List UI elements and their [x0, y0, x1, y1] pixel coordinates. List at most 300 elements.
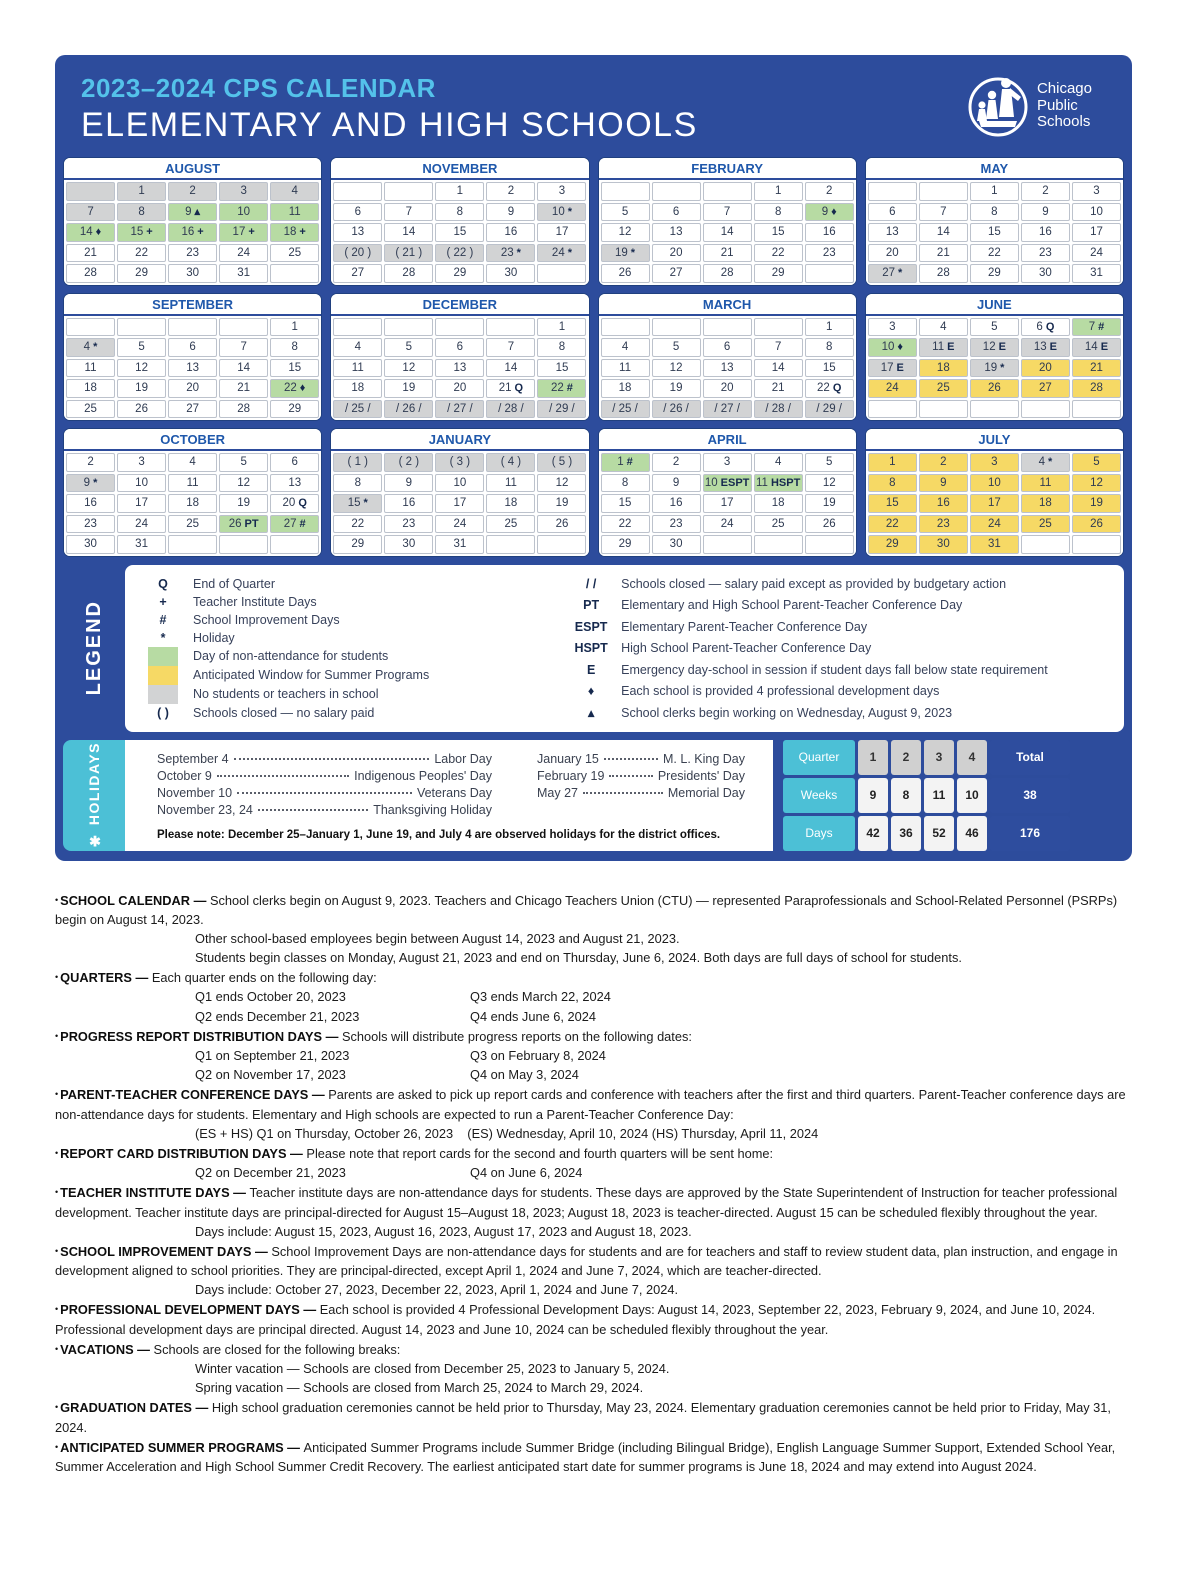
day-number: 26 [618, 267, 632, 280]
day-cell [652, 474, 701, 493]
day-cell [919, 453, 968, 472]
day-number: 19 [555, 497, 569, 510]
day-number: 1 [456, 185, 464, 198]
day-cell [1021, 379, 1070, 398]
day-cell [1021, 182, 1070, 201]
day-cell [537, 244, 586, 263]
day-number: 14 [936, 226, 950, 239]
bullet-icon: • [55, 1147, 59, 1158]
note-title: TEACHER INSTITUTE DAYS — [60, 1185, 250, 1201]
day-number: 9 [405, 476, 413, 489]
day-number: 25 [771, 517, 785, 530]
day-cell [219, 535, 268, 554]
day-cell [919, 359, 968, 378]
day-cell [384, 535, 433, 554]
day-cell [703, 359, 752, 378]
day-number: 10 [453, 476, 467, 489]
day-number: 8 [138, 205, 145, 218]
day-number: 4 [189, 456, 196, 469]
legend-strip [63, 565, 125, 732]
day-cell [805, 379, 854, 398]
legend-text: Elementary and High School Parent-Teacher Conference Day [621, 598, 963, 612]
day-cell [384, 203, 433, 222]
day-cell [919, 182, 968, 201]
day-cell [652, 515, 701, 534]
day-number: 5 [240, 456, 247, 469]
day-cell [1072, 318, 1121, 337]
stats-row-label: Days [783, 816, 855, 851]
day-number: 5 [621, 205, 629, 218]
month-day-grid [599, 316, 856, 421]
day-number: 28 [720, 267, 734, 280]
holiday-date: September 4 [157, 751, 229, 766]
day-number: 20 [669, 246, 683, 259]
day-cell [703, 453, 752, 472]
holiday-row [157, 786, 492, 800]
day-cell [333, 338, 382, 357]
day-cell [1072, 535, 1121, 554]
day-cell [537, 400, 586, 419]
legend-text: Elementary Parent-Teacher Conference Day [621, 619, 868, 634]
day-cell [970, 474, 1019, 493]
day-cell [537, 515, 586, 534]
day-cell [537, 359, 586, 378]
day-number: 5 [672, 341, 680, 354]
day-number: 13 [885, 226, 899, 239]
day-cell [754, 515, 803, 534]
day-number: 8 [889, 476, 896, 489]
note-pair-left: Q2 on December 21, 2023 [195, 1165, 346, 1181]
day-cell [435, 203, 484, 222]
day-cell [66, 338, 115, 357]
day-number: 4 [1038, 456, 1045, 469]
day-number: 16 [84, 497, 97, 510]
day-cell [919, 474, 968, 493]
logo-line: Public [1036, 96, 1078, 114]
day-number: 4 [940, 320, 947, 333]
legend-text: Day of non-attendance for students [193, 649, 389, 663]
day-cell [703, 182, 752, 201]
day-number: 10 [704, 476, 718, 489]
day-cell [1072, 264, 1121, 283]
day-cell [66, 535, 115, 554]
note-indented-line: Other school-based employees begin between August 14, 2023 and August 21, 2023. [195, 930, 680, 946]
day-number: 18 [504, 497, 518, 510]
day-number: 15 [771, 226, 785, 239]
day-cell [486, 379, 535, 398]
day-cell [919, 318, 968, 337]
day-number: 18 [186, 497, 200, 510]
day-cell [333, 223, 382, 242]
day-number: 1 [826, 320, 833, 333]
day-number: 16 [669, 497, 683, 510]
stats-table-wrap [783, 740, 1124, 851]
day-cell [754, 338, 803, 357]
day-number: 25 [288, 246, 302, 259]
legend-symbol: E [586, 662, 596, 677]
note-title: ANTICIPATED SUMMER PROGRAMS — [60, 1439, 304, 1455]
day-mark: ♦ [831, 205, 837, 218]
day-number: 18 [771, 497, 785, 510]
day-number: 13 [453, 361, 467, 374]
day-cell [754, 223, 803, 242]
day-number: 6 [672, 205, 680, 218]
day-cell [435, 264, 484, 283]
day-cell [486, 264, 535, 283]
month-day-grid [331, 316, 588, 421]
day-cell [486, 515, 535, 534]
holidays-column-2 [537, 752, 745, 821]
day-mark: E [896, 361, 904, 374]
day-number: 1 [774, 185, 782, 198]
day-number: 24 [987, 517, 1001, 530]
holiday-date: November 23, 24 [157, 802, 253, 817]
day-number: 30 [84, 538, 97, 551]
day-mark: * [516, 246, 521, 259]
month-title: JULY [866, 429, 1123, 451]
day-cell [703, 515, 752, 534]
day-cell [66, 264, 115, 283]
holidays-card [125, 740, 773, 851]
day-cell [270, 244, 319, 263]
day-cell [486, 244, 535, 263]
day-number: 29 [453, 267, 467, 280]
legend-item [133, 647, 561, 666]
day-cell [168, 515, 217, 534]
day-number: 22 [885, 517, 899, 530]
day-number: 15 [885, 497, 899, 510]
day-cell [601, 338, 650, 357]
day-cell [1021, 223, 1070, 242]
day-cell [868, 223, 917, 242]
day-mark: * [93, 341, 98, 354]
day-cell [219, 400, 268, 419]
day-cell [805, 223, 854, 242]
day-cell [168, 264, 217, 283]
day-number: 15 [822, 361, 836, 374]
day-cell [486, 535, 535, 554]
day-number: 15 [453, 226, 467, 239]
month-day-grid [599, 451, 856, 556]
day-cell [435, 359, 484, 378]
day-number: 8 [456, 205, 464, 218]
legend-symbol: # [159, 612, 167, 627]
day-cell [754, 453, 803, 472]
day-number: 15 [555, 361, 569, 374]
day-number: 31 [135, 538, 148, 551]
day-number: 19 [135, 382, 148, 395]
day-number: 17 [555, 226, 569, 239]
holiday-date: January 15 [537, 751, 599, 766]
stats-quarter-header: 1 [858, 740, 888, 775]
day-cell [754, 203, 803, 222]
day-cell [270, 223, 319, 242]
day-number: 12 [982, 341, 996, 354]
day-cell [868, 400, 917, 419]
day-number: 18 [618, 382, 632, 395]
day-cell [1021, 318, 1070, 337]
day-number: 23 [402, 517, 416, 530]
note-body: School Improvement Days are non-attendance days for students and are for teachers and staff to review student data, plan instruction, and engage in development aligned to school priorities. They are principal-directed, except April 1, 2024 and June 7, 2024, which are teacher-directed. [55, 1243, 1118, 1279]
day-mark: Q [1045, 320, 1055, 333]
day-cell [868, 494, 917, 513]
dotted-leader [604, 758, 658, 760]
day-mark: + [248, 226, 255, 239]
holiday-name: Memorial Day [667, 785, 745, 800]
day-cell [486, 203, 535, 222]
day-number: 22 [987, 246, 1001, 259]
legend-card [125, 565, 1124, 732]
day-cell [66, 359, 115, 378]
stats-value-cell: 8 [891, 778, 921, 813]
note-heading [55, 1398, 1132, 1436]
day-cell [1021, 359, 1070, 378]
day-cell [754, 474, 803, 493]
day-number: 22 [135, 246, 148, 259]
day-number: 11 [1039, 476, 1052, 489]
day-number: 13 [351, 226, 365, 239]
note-heading [55, 968, 1132, 987]
day-cell [219, 264, 268, 283]
note-body: Schools will distribute progress reports on the following dates: [341, 1028, 692, 1044]
day-number: ( 3 ) [449, 456, 471, 469]
note-heading [55, 1144, 1132, 1163]
day-number: 12 [618, 226, 632, 239]
day-cell [168, 244, 217, 263]
legend-symbol: ESPT [574, 619, 608, 634]
day-cell [333, 494, 382, 513]
day-cell [384, 494, 433, 513]
day-number: 19 [669, 382, 683, 395]
legend-symbol: PT [583, 598, 600, 612]
day-number: 17 [987, 497, 1001, 510]
day-cell [703, 244, 752, 263]
day-cell [384, 400, 433, 419]
day-number: 25 [186, 517, 200, 530]
note-pair-left: Q2 on November 17, 2023 [195, 1067, 346, 1083]
day-number: 2 [1042, 185, 1049, 198]
day-mark: ▴ [194, 206, 201, 219]
day-number: ( 20 ) [344, 246, 372, 259]
day-number: 20 [186, 382, 200, 395]
day-number: 12 [1090, 476, 1103, 489]
day-cell [754, 264, 803, 283]
legend-text: Schools closed — no salary paid [193, 705, 375, 720]
day-number: 27 [882, 267, 896, 280]
day-number: 19 [1090, 497, 1103, 510]
day-cell [970, 203, 1019, 222]
day-number: 6 [723, 341, 731, 354]
note-body: High school graduation ceremonies cannot be held prior to Thursday, May 23, 2024. Elementary graduation ceremonies cannot be held prior to Friday, May 31, 2024. [55, 1400, 1111, 1435]
day-number: 20 [282, 497, 296, 510]
day-mark: PT [244, 517, 259, 530]
day-cell [868, 264, 917, 283]
legend-item [561, 575, 1106, 593]
day-number: 5 [1093, 456, 1100, 469]
day-number: 17 [1090, 226, 1103, 239]
note-section [55, 968, 1132, 1026]
legend-item [133, 704, 561, 722]
day-cell [805, 203, 854, 222]
day-cell [270, 203, 319, 222]
day-number: 21 [498, 382, 512, 395]
day-cell [1021, 338, 1070, 357]
day-number: 5 [138, 341, 145, 354]
day-mark: Q [298, 497, 307, 510]
day-number: 9 [83, 476, 91, 489]
legend-item [561, 618, 1106, 636]
day-mark: + [197, 226, 204, 239]
day-cell [537, 264, 586, 283]
day-cell [652, 203, 701, 222]
holidays-columns [157, 752, 745, 821]
day-number: 18 [84, 382, 97, 395]
day-number: 21 [720, 246, 734, 259]
day-cell [703, 535, 752, 554]
day-cell [970, 494, 1019, 513]
day-cell [652, 494, 701, 513]
day-number: 23 [500, 246, 514, 259]
day-number: 31 [453, 538, 467, 551]
stats-value-cell: 11 [924, 778, 954, 813]
holidays-note: Please note: December 25–January 1, June 19, and July 4 are observed holidays for the district offices. [157, 828, 721, 841]
day-cell [868, 474, 917, 493]
note-heading [55, 1242, 1132, 1280]
day-cell [117, 244, 166, 263]
dotted-leader [258, 809, 368, 811]
note-pair-right: Q3 on February 8, 2024 [470, 1048, 606, 1063]
month-title: APRIL [599, 429, 856, 451]
month-card [63, 157, 322, 286]
day-cell [754, 400, 803, 419]
day-number: 16 [504, 226, 518, 239]
legend-text: Anticipated Window for Summer Programs [193, 668, 430, 682]
day-cell [333, 400, 382, 419]
cps-logo [965, 73, 1092, 139]
day-cell [537, 318, 586, 337]
day-cell [919, 379, 968, 398]
day-mark: E [1100, 341, 1109, 354]
day-cell [652, 182, 701, 201]
day-cell [919, 400, 968, 419]
day-number: 1 [617, 456, 624, 469]
day-cell [601, 223, 650, 242]
legend-item [561, 682, 1106, 700]
day-number: 24 [1090, 246, 1103, 259]
note-title: PARENT-TEACHER CONFERENCE DAYS — [60, 1087, 329, 1103]
day-mark: # [566, 382, 573, 395]
day-cell [384, 474, 433, 493]
day-cell [66, 379, 115, 398]
day-cell [1021, 474, 1070, 493]
note-heading [55, 1085, 1132, 1123]
day-cell [435, 379, 484, 398]
note-pair-right: Q4 on May 3, 2024 [470, 1067, 579, 1083]
note-section [55, 1144, 1132, 1182]
holiday-row [537, 786, 745, 800]
day-number: 17 [135, 497, 148, 510]
day-number: 20 [885, 246, 899, 259]
note-heading [55, 1027, 1132, 1046]
day-cell [868, 338, 917, 357]
dotted-leader [234, 758, 430, 760]
day-cell [333, 474, 382, 493]
note-pair-left: Q1 on September 21, 2023 [195, 1048, 350, 1063]
day-cell [805, 474, 854, 493]
day-number: 28 [1090, 382, 1103, 395]
day-number: 22 [817, 382, 830, 395]
day-cell [270, 264, 319, 283]
day-number: 7 [87, 205, 94, 218]
day-cell [66, 453, 115, 472]
day-cell [805, 338, 854, 357]
day-cell [1021, 203, 1070, 222]
day-number: 10 [987, 476, 1001, 489]
note-indented-line: Students begin classes on Monday, August 21, 2023 and end on Thursday, June 6, 2024. Both days are full days of school for students. [195, 950, 962, 966]
bullet-icon: • [55, 1187, 59, 1198]
day-number: 9 [672, 476, 680, 489]
bullet-icon: • [55, 1343, 59, 1354]
legend-item [133, 629, 561, 647]
day-cell [919, 203, 968, 222]
day-cell [868, 318, 917, 337]
day-cell [703, 474, 752, 493]
day-cell [703, 400, 752, 419]
day-number: 5 [991, 320, 998, 333]
day-number: 14 [720, 226, 734, 239]
header-titles [81, 73, 698, 145]
day-number: 2 [826, 185, 833, 198]
month-day-grid [64, 316, 321, 421]
day-cell [970, 515, 1019, 534]
day-cell [219, 453, 268, 472]
legend-symbol: Q [158, 576, 168, 591]
note-pair-row [55, 1065, 1132, 1084]
day-cell [652, 359, 701, 378]
day-cell [66, 474, 115, 493]
day-cell [1021, 400, 1070, 419]
day-cell [219, 203, 268, 222]
day-cell [435, 182, 484, 201]
day-number: 9 [940, 476, 947, 489]
month-card [598, 293, 857, 422]
day-cell [117, 400, 166, 419]
day-cell [117, 338, 166, 357]
legend-symbol: ( ) [157, 705, 169, 720]
day-number: 10 [1090, 205, 1103, 218]
day-cell [919, 244, 968, 263]
day-number: 11 [351, 361, 364, 374]
day-number: 11 [288, 205, 301, 218]
day-mark: # [1098, 320, 1105, 333]
day-number: 25 [1039, 517, 1052, 530]
day-cell [270, 359, 319, 378]
note-indented-line: Winter vacation — Schools are closed from December 25, 2023 to January 5, 2024. [195, 1361, 670, 1376]
day-number: 3 [889, 320, 896, 333]
day-cell [868, 453, 917, 472]
holiday-date: February 19 [537, 768, 605, 783]
stats-quarter-header: 2 [891, 740, 921, 775]
day-number: 28 [84, 267, 97, 280]
day-number: 10 [551, 205, 565, 218]
day-cell [1072, 453, 1121, 472]
day-cell [486, 338, 535, 357]
day-number: 11 [756, 476, 768, 489]
day-mark: E [998, 341, 1006, 354]
day-number: 19 [822, 497, 836, 510]
legend-section [63, 565, 1124, 732]
day-cell [270, 453, 319, 472]
